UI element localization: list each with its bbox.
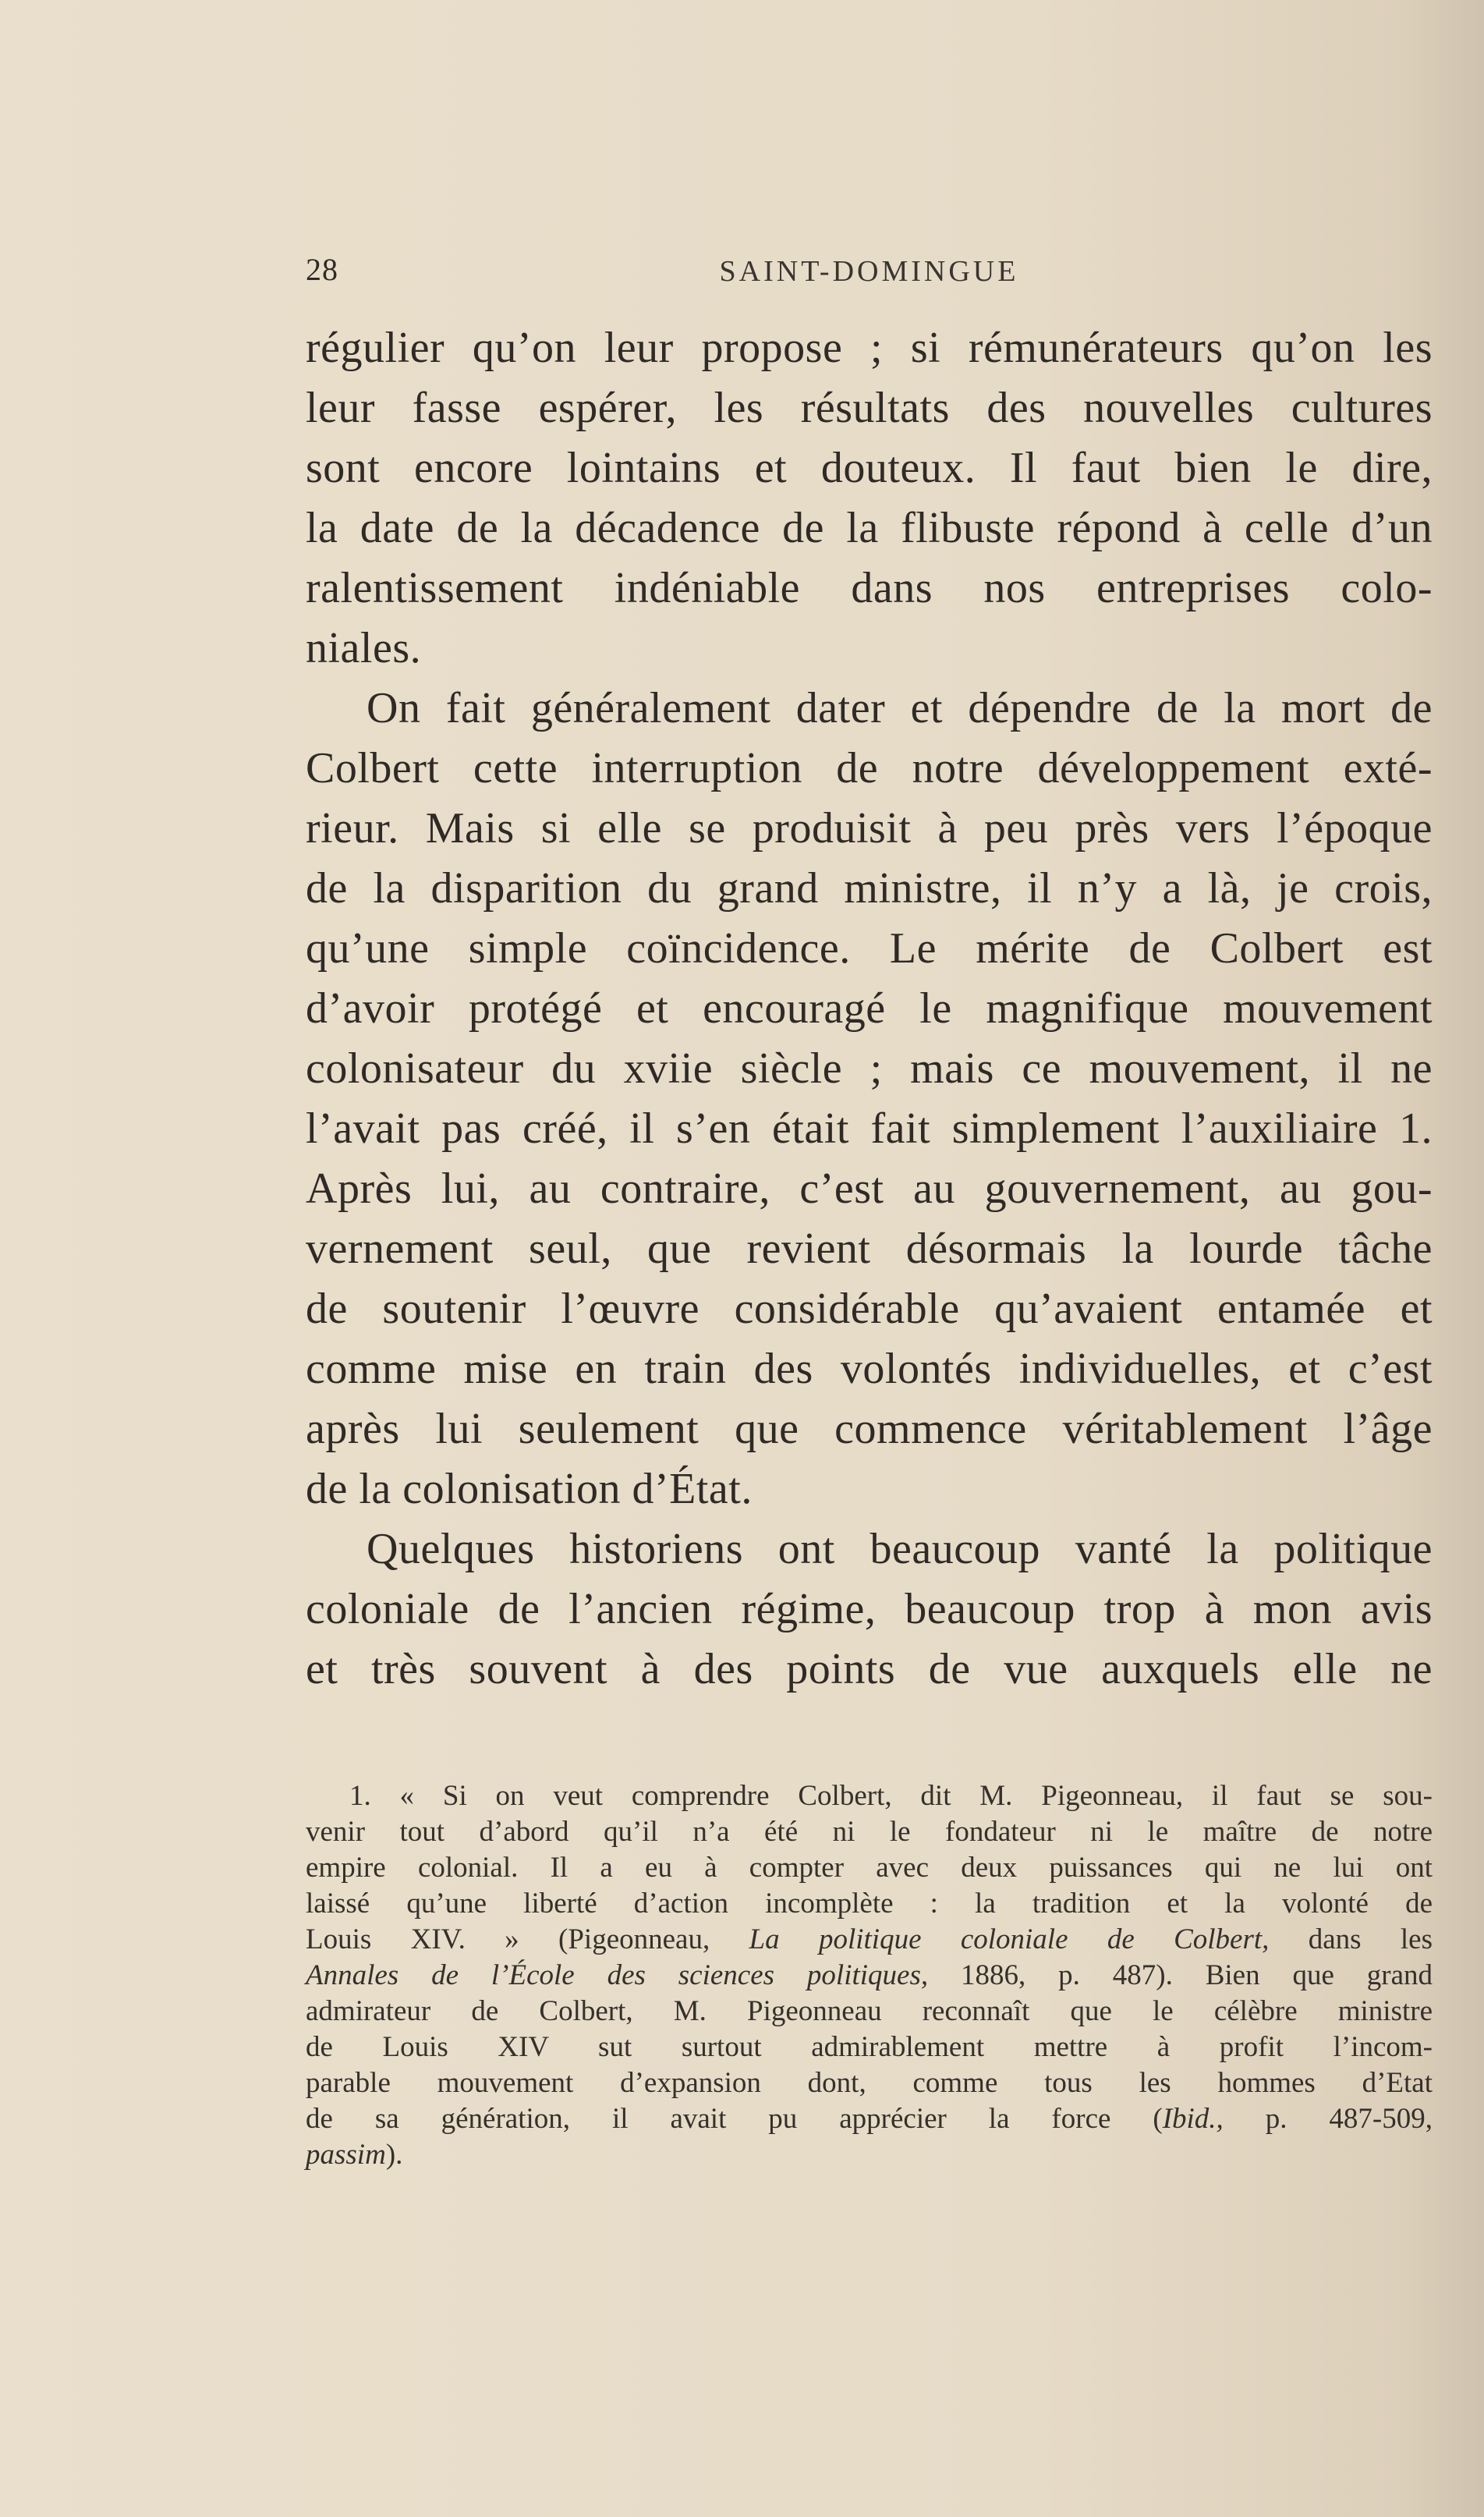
footnote-text: p. 487-509,: [1223, 2103, 1433, 2135]
page-number: 28: [306, 252, 338, 287]
main-text: [306, 318, 1433, 1700]
text-line: Colbert cette interruption de notre développement exté-: [306, 744, 1433, 792]
text-line: Quelques historiens ont beaucoup vanté la politique: [367, 1525, 1433, 1573]
text-line: de la disparition du grand ministre, il n’y a là, je crois,: [306, 864, 1433, 913]
text-line: vernement seul, que revient désormais la lourde tâche: [306, 1225, 1433, 1273]
footnote-italic-ref: Ibid.,: [1162, 2103, 1224, 2135]
text-line: coloniale de l’ancien régime, beaucoup trop à mon avis: [306, 1585, 1433, 1633]
footnote-line: [306, 1958, 1433, 1994]
text-line: après lui seulement que commence véritablement l’âge: [306, 1405, 1433, 1453]
text-line: qu’une simple coïncidence. Le mérite de Colbert est: [306, 924, 1433, 973]
footnote-text: ).: [385, 2139, 403, 2171]
footnote: [306, 1778, 1433, 2173]
text-line: de la colonisation d’État.: [306, 1465, 753, 1513]
footnote-italic-title: Annales de l’École des sciences politiques,: [306, 1959, 929, 1991]
text-line: de soutenir l’œuvre considérable qu’avaient entamée et: [306, 1285, 1433, 1333]
footnote-line: laissé qu’une liberté d’action incomplète : la tradition et la volonté de: [306, 1888, 1433, 1920]
page-header: [306, 251, 1433, 298]
footnote-line: [306, 2137, 1433, 2173]
footnote-line: admirateur de Colbert, M. Pigeonneau reconnaît que le célèbre ministre: [306, 1995, 1433, 2027]
text-line: On fait généralement dater et dépendre de la mort de: [367, 684, 1433, 732]
text-line: comme mise en train des volontés individuelles, et c’est: [306, 1345, 1433, 1393]
running-head: SAINT-DOMINGUE: [719, 255, 1019, 288]
text-line: colonisateur du xviie siècle ; mais ce mouvement, il ne: [306, 1044, 1433, 1093]
text-line: leur fasse espérer, les résultats des nouvelles cultures: [306, 384, 1433, 432]
footnote-line: empire colonial. Il a eu à compter avec deux puissances qui ne lui ont: [306, 1852, 1433, 1884]
footnote-line: [306, 2101, 1433, 2137]
text-line: ralentissement indéniable dans nos entreprises colo-: [306, 564, 1433, 612]
footnote-line: 1. « Si on veut comprendre Colbert, dit M. Pigeonneau, il faut se sou-: [349, 1780, 1433, 1812]
text-line: rieur. Mais si elle se produisit à peu près vers l’époque: [306, 804, 1433, 853]
text-line: sont encore lointains et douteux. Il faut bien le dire,: [306, 444, 1433, 492]
text-line: niales.: [306, 624, 422, 672]
footnote-line: parable mouvement d’expansion dont, comme tous les hommes d’Etat: [306, 2067, 1433, 2099]
footnote-italic-ref: passim: [306, 2139, 386, 2171]
footnote-text: dans les: [1269, 1923, 1433, 1955]
text-line: et très souvent à des points de vue auxquels elle ne: [306, 1645, 1433, 1693]
footnote-text: 1886, p. 487). Bien que grand: [928, 1959, 1433, 1991]
footnote-text: Louis XIV. » (Pigeonneau,: [306, 1923, 749, 1955]
text-line: l’avait pas créé, il s’en était fait simplement l’auxiliaire 1.: [306, 1104, 1433, 1153]
footnote-italic-title: La politique coloniale de Colbert,: [749, 1923, 1270, 1955]
footnote-line: de Louis XIV sut surtout admirablement mettre à profit l’incom-: [306, 2031, 1433, 2063]
text-line: la date de la décadence de la flibuste répond à celle d’un: [306, 504, 1433, 552]
footnote-line: venir tout d’abord qu’il n’a été ni le fondateur ni le maître de notre: [306, 1816, 1433, 1848]
footnote-text: de sa génération, il avait pu apprécier la force (: [306, 2103, 1163, 2135]
text-line: régulier qu’on leur propose ; si rémunérateurs qu’on les: [306, 324, 1433, 372]
text-line: d’avoir protégé et encouragé le magnifique mouvement: [306, 984, 1433, 1033]
footnote-line: [306, 1922, 1433, 1958]
text-line: Après lui, au contraire, c’est au gouvernement, au gou-: [306, 1165, 1433, 1213]
